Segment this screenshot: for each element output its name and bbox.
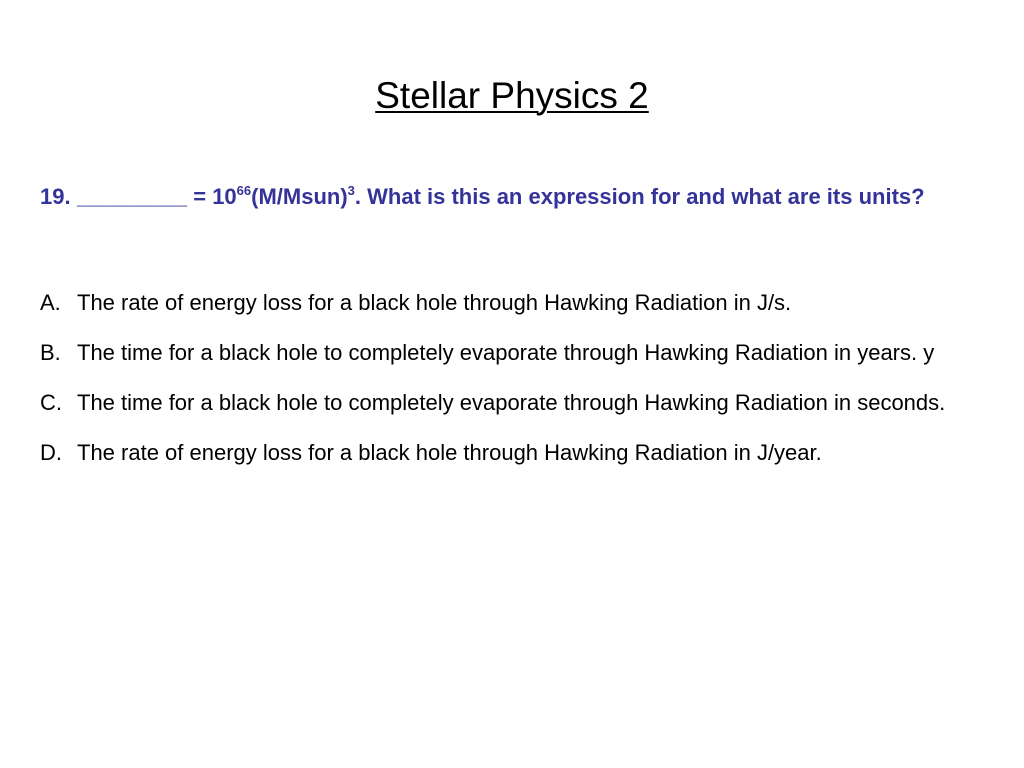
exponent-3: 3 [347,183,355,198]
option-d [40,435,1000,470]
slide-title: Stellar Physics 2 [375,75,649,116]
mass-ratio: (M/Msun) [251,184,348,209]
option-text: The rate of energy loss for a black hole through Hawking Radiation in J/year. [77,440,822,465]
option-b [40,335,1000,370]
question-text [77,181,1000,212]
option-letter: D. [40,440,62,465]
option-c [40,385,1000,420]
option-letter: A. [40,290,61,315]
equals-base: = 10 [187,184,237,209]
option-letter: C. [40,390,62,415]
exponent-66: 66 [236,183,252,198]
answer-options [40,285,1000,485]
option-text: The time for a black hole to completely evaporate through Hawking Radiation in seconds. [77,390,946,415]
option-a [40,285,1000,320]
question-prompt: . What is this an expression for and what are its units? [354,184,925,209]
question-number: 19. [40,184,71,209]
answer-blank: _________ [77,184,188,209]
option-text: The time for a black hole to completely evaporate through Hawking Radiation in years. y [77,340,935,365]
option-letter: B. [40,340,61,365]
question [40,181,1000,212]
option-text: The rate of energy loss for a black hole through Hawking Radiation in J/s. [77,290,792,315]
